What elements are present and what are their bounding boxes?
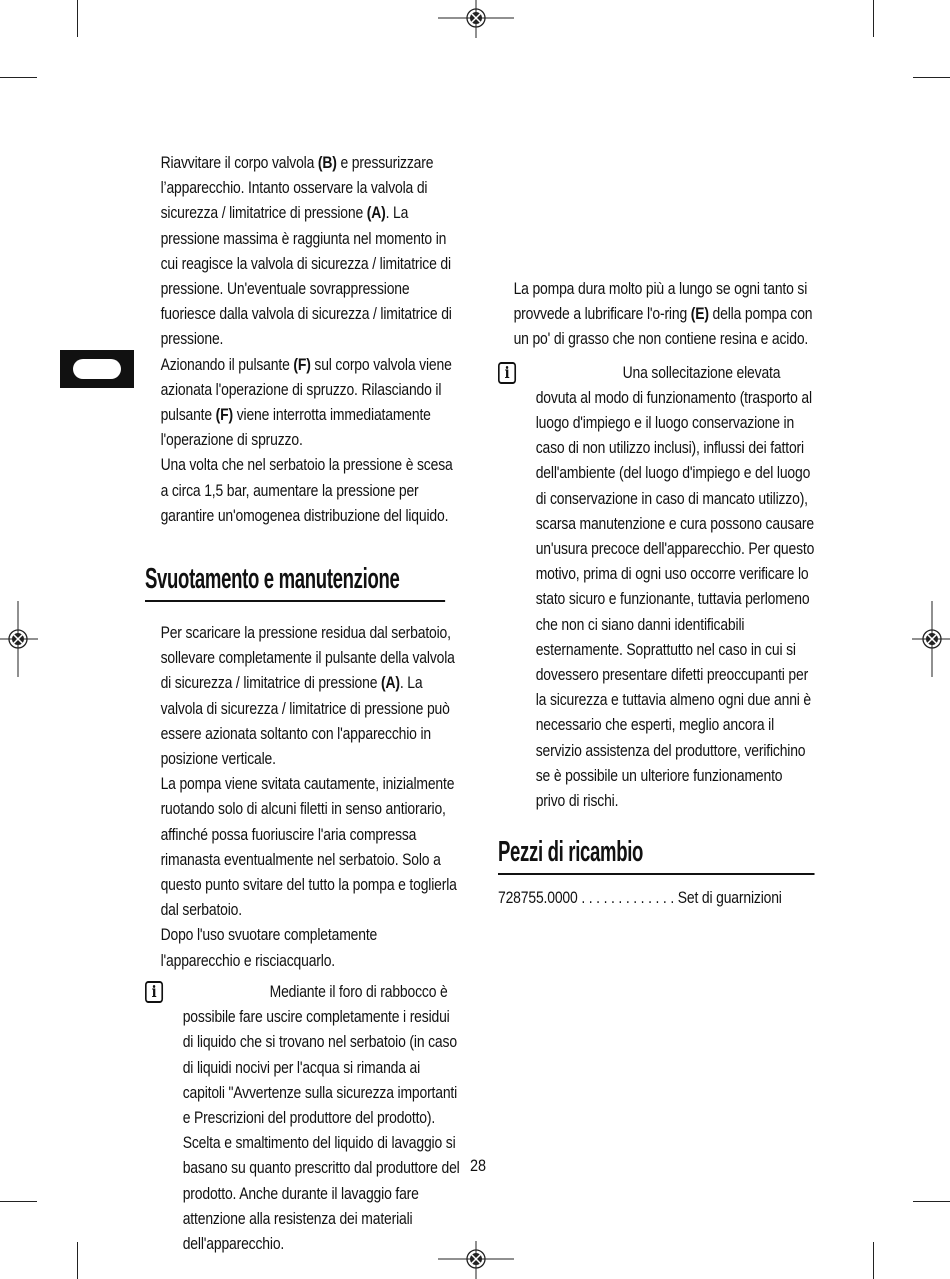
section-rule (145, 600, 445, 602)
note-text (183, 979, 460, 1256)
language-tab (60, 350, 134, 388)
note-lead: Mediante il foro di rabbocco (269, 981, 437, 1001)
crop-mark (873, 1242, 874, 1279)
crop-mark (77, 1242, 78, 1279)
note-body: è possibile fare uscire completamente i residui di liquido che si trovano nel serbatoio (in caso di liquidi nocivi per l'acqua si rimanda ai capitoli "Avvertenze sulla sicurezza importanti e Prescrizioni del produttore del prodotto). Scelta e smaltimento del liquido di lavaggio si basano su quanto prescritto dal produttore del prodotto. Anche durante il lavaggio fare attenzione alla resistenza dei materiali dell'apparecchio. (182, 981, 460, 1253)
text: Azionando il pulsante (160, 354, 294, 374)
info-icon: i (145, 981, 163, 1003)
note-wear (498, 360, 815, 814)
ref-label: (F) (215, 405, 233, 425)
text: viene interrotta immediatamente l'operazione di spruzzo. (160, 405, 431, 450)
crop-mark (913, 1201, 950, 1202)
paragraph-spray (145, 352, 460, 453)
left-column (145, 150, 460, 1256)
paragraph-release-pressure (145, 620, 460, 771)
note-continuation-spacer (498, 150, 815, 276)
ref-label: (E) (690, 304, 709, 324)
crop-mark (873, 0, 874, 37)
text: e pressurizzare l’apparecchio. Intanto osservare la valvola di sicurezza / limitatrice di pressione (160, 153, 434, 223)
paragraph-rinse: Dopo l'uso svuotare completamente l'apparecchio e risciacquarlo. (160, 925, 378, 970)
crop-mark (913, 77, 950, 78)
info-icon: i (498, 362, 516, 384)
note-text (536, 360, 815, 814)
registration-mark-icon (912, 601, 950, 677)
language-tab-oval (73, 359, 121, 379)
crop-mark (0, 1201, 37, 1202)
ref-label: (B) (317, 153, 337, 172)
section-title-svuotamento: Svuotamento e manutenzione (145, 563, 400, 596)
text: della pompa con un po' di grasso che non contiene resina e acido. (513, 304, 813, 349)
text: . La pressione massima è raggiunta nel momento in cui reagisce la valvola di sicurezza / limitatrice di pressione. Un'eventuale sovrappressione fuoriesce dalla valvola di sicurezza / limitatrice di pressione. (160, 203, 452, 349)
dot-leader: . . . . . . . . . . . . . (577, 888, 678, 908)
spare-part-row (498, 885, 815, 910)
note-body: dovuta al modo di funzionamento (trasporto al luogo d'impiego e il luogo conservazione in caso di non utilizzo inclusi), influssi dei fattori dell'ambiente (del luogo d'impiego e del luogo di conservazione in caso di mancato utilizzo), scarsa manutenzione e cura possono causare un'usura precoce dell'apparecchio. Per questo motivo, prima di ogni uso occorre verificare lo stato sicuro e funzionante, tuttavia perlomeno che non ci siano danni identificabili esternamente. Soprattutto nel caso in cui si dovessero presentare difetti preoccupanti per la sicurezza e tuttavia almeno ogni due anni è necessario che esperti, meglio ancora il servizio assistenza del produttore, verifichino se è possibile un ulteriore funzionamento privo di rischi. (535, 387, 815, 811)
ref-label: (F) (293, 354, 311, 374)
section-title-pezzi: Pezzi di ricambio (498, 836, 644, 869)
paragraph-pressurize (145, 150, 460, 352)
text: Per scaricare la pressione residua dal serbatoio, sollevare completamente il pulsante della valvola di sicurezza / limitatrice di pressione (160, 623, 455, 693)
part-name: Set di guarnizioni (677, 888, 782, 908)
text: sul corpo valvola viene azionata l'operazione di spruzzo. Rilasciando il pulsante (160, 354, 452, 425)
right-column (498, 150, 815, 910)
crop-mark (77, 0, 78, 37)
paragraph-lubricate (498, 276, 815, 352)
text: . La valvola di sicurezza / limitatrice di pressione può essere azionata soltanto con l'apparecchio in posizione verticale. (160, 673, 450, 769)
text: La pompa dura molto più a lungo se ogni tanto si provvede a lubrificare l'o-ring (513, 279, 808, 324)
note-refill-hole (145, 979, 460, 1256)
paragraph-unscrew-pump: La pompa viene svitata cautamente, inizialmente ruotando solo di alcuni filetti in senso antiorario, affinché possa fuoriuscire l'aria compressa rimanasta eventualmente nel serbatoio. Solo a questo punto svitare del tutto la pompa e toglierla dal serbatoio. (160, 774, 457, 920)
registration-mark-icon (438, 0, 514, 38)
section-heading-block (498, 813, 815, 885)
ref-label: (A) (381, 673, 400, 693)
registration-mark-icon (0, 601, 38, 677)
page-number: 28 (469, 1156, 487, 1175)
note-lead: Una sollecitazione elevata (622, 362, 781, 382)
section-rule (498, 873, 815, 875)
crop-mark (0, 77, 37, 78)
part-number: 728755.0000 (498, 888, 578, 908)
section-heading-block (145, 528, 460, 620)
paragraph-repressurize: Una volta che nel serbatoio la pressione è scesa a circa 1,5 bar, aumentare la pressione per garantire un'omogenea distribuzione del liquido. (160, 455, 453, 525)
ref-label: (A) (366, 203, 386, 223)
text: Riavvitare il corpo valvola (160, 153, 318, 172)
